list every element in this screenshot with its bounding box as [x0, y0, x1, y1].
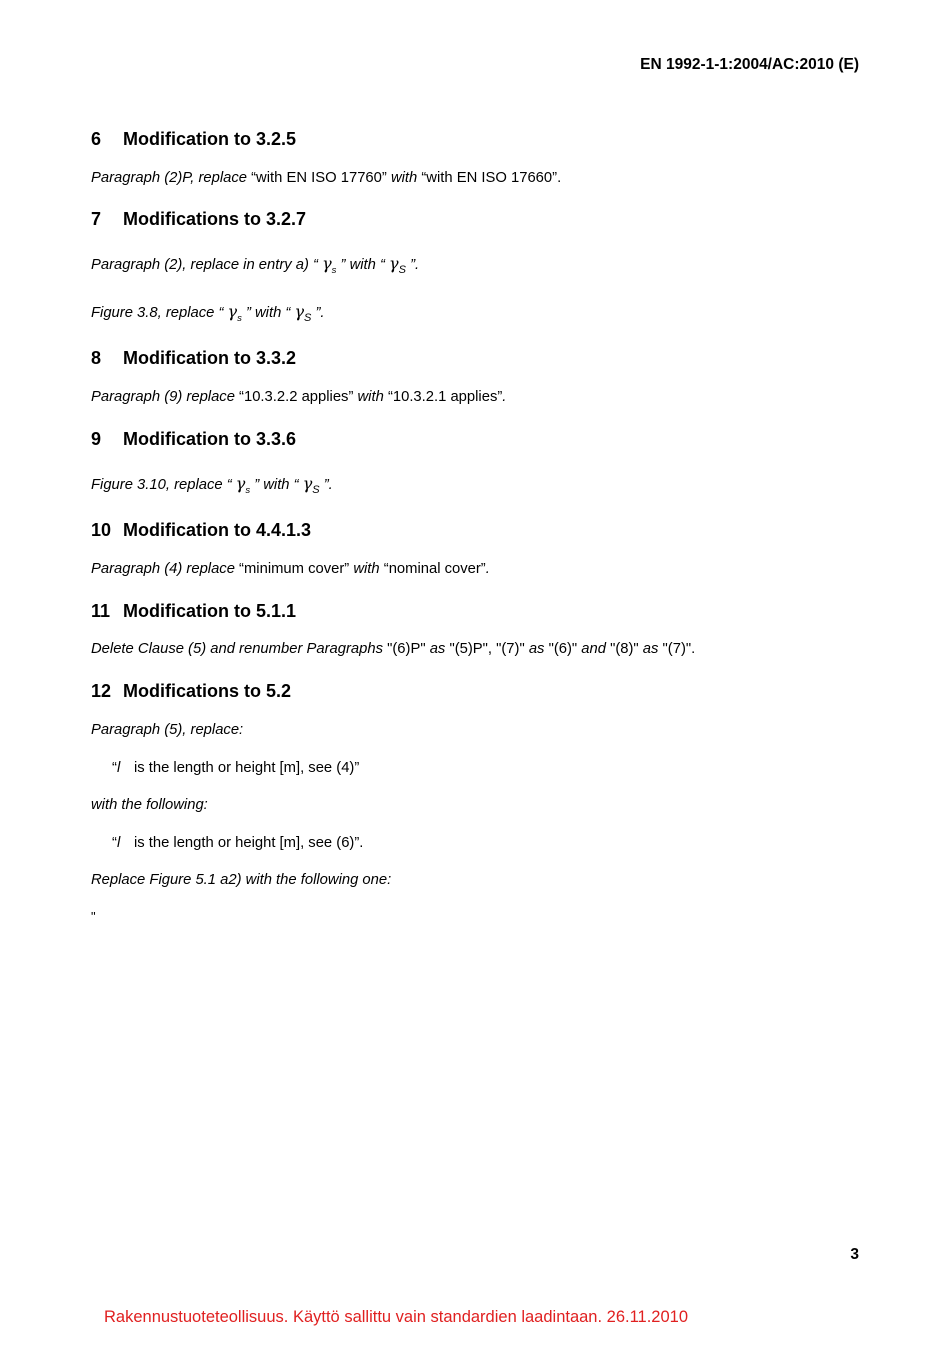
- section-7-figure-3-8: Figure 3.8, replace “ $\gamma_s$ ” with “ $\gamma_S$ ”.: [91, 302, 325, 324]
- section-8-text: Paragraph (9) replace “10.3.2.2 applies” with “10.3.2.1 applies”.: [91, 389, 507, 405]
- license-footer: Rakennustuoteteollisuus. Käyttö sallittu vain standardien laadintaan. 26.11.2010: [104, 1308, 689, 1326]
- section-9-text: Figure 3.10, replace “ $\gamma_s$ ” with “ $\gamma_S$ ”.: [91, 474, 333, 496]
- section-12-old-definition: “l is the length or height [m], see (4)”: [112, 760, 360, 776]
- section-8-heading: 8 Modification to 3.3.2: [91, 348, 297, 368]
- section-12-replace-figure: Replace Figure 5.1 a2) with the following one:: [91, 872, 392, 888]
- section-12-heading: 12 Modifications to 5.2: [91, 681, 292, 701]
- section-7-entry-a: Paragraph (2), replace in entry a) “ $\gamma_s$ ” with “ $\gamma_S$ ”.: [91, 254, 420, 276]
- section-10-heading: 10 Modification to 4.4.1.3: [91, 520, 312, 540]
- section-7-heading: 7 Modifications to 3.2.7: [91, 209, 307, 229]
- section-11-text: Delete Clause (5) and renumber Paragraphs "(6)P" as "(5)P", "(7)" as "(6)" and "(8)" as "(7)".: [91, 641, 696, 657]
- section-12-new-definition: “l is the length or height [m], see (6)”.: [112, 835, 364, 851]
- section-6-text: Paragraph (2)P, replace “with EN ISO 17760” with “with EN ISO 17660”.: [91, 170, 562, 186]
- section-9-heading: 9 Modification to 3.3.6: [91, 429, 297, 449]
- section-12-following: with the following:: [91, 797, 208, 813]
- section-12-intro: Paragraph (5), replace:: [91, 722, 244, 738]
- section-10-text: Paragraph (4) replace “minimum cover” with “nominal cover”.: [91, 561, 490, 577]
- page-number: 3: [850, 1246, 859, 1263]
- standard-reference: EN 1992-1-1:2004/AC:2010 (E): [640, 56, 859, 73]
- open-quote-mark: ": [91, 909, 96, 924]
- section-11-heading: 11 Modification to 5.1.1: [91, 601, 297, 621]
- section-6-heading: 6 Modification to 3.2.5: [91, 129, 297, 149]
